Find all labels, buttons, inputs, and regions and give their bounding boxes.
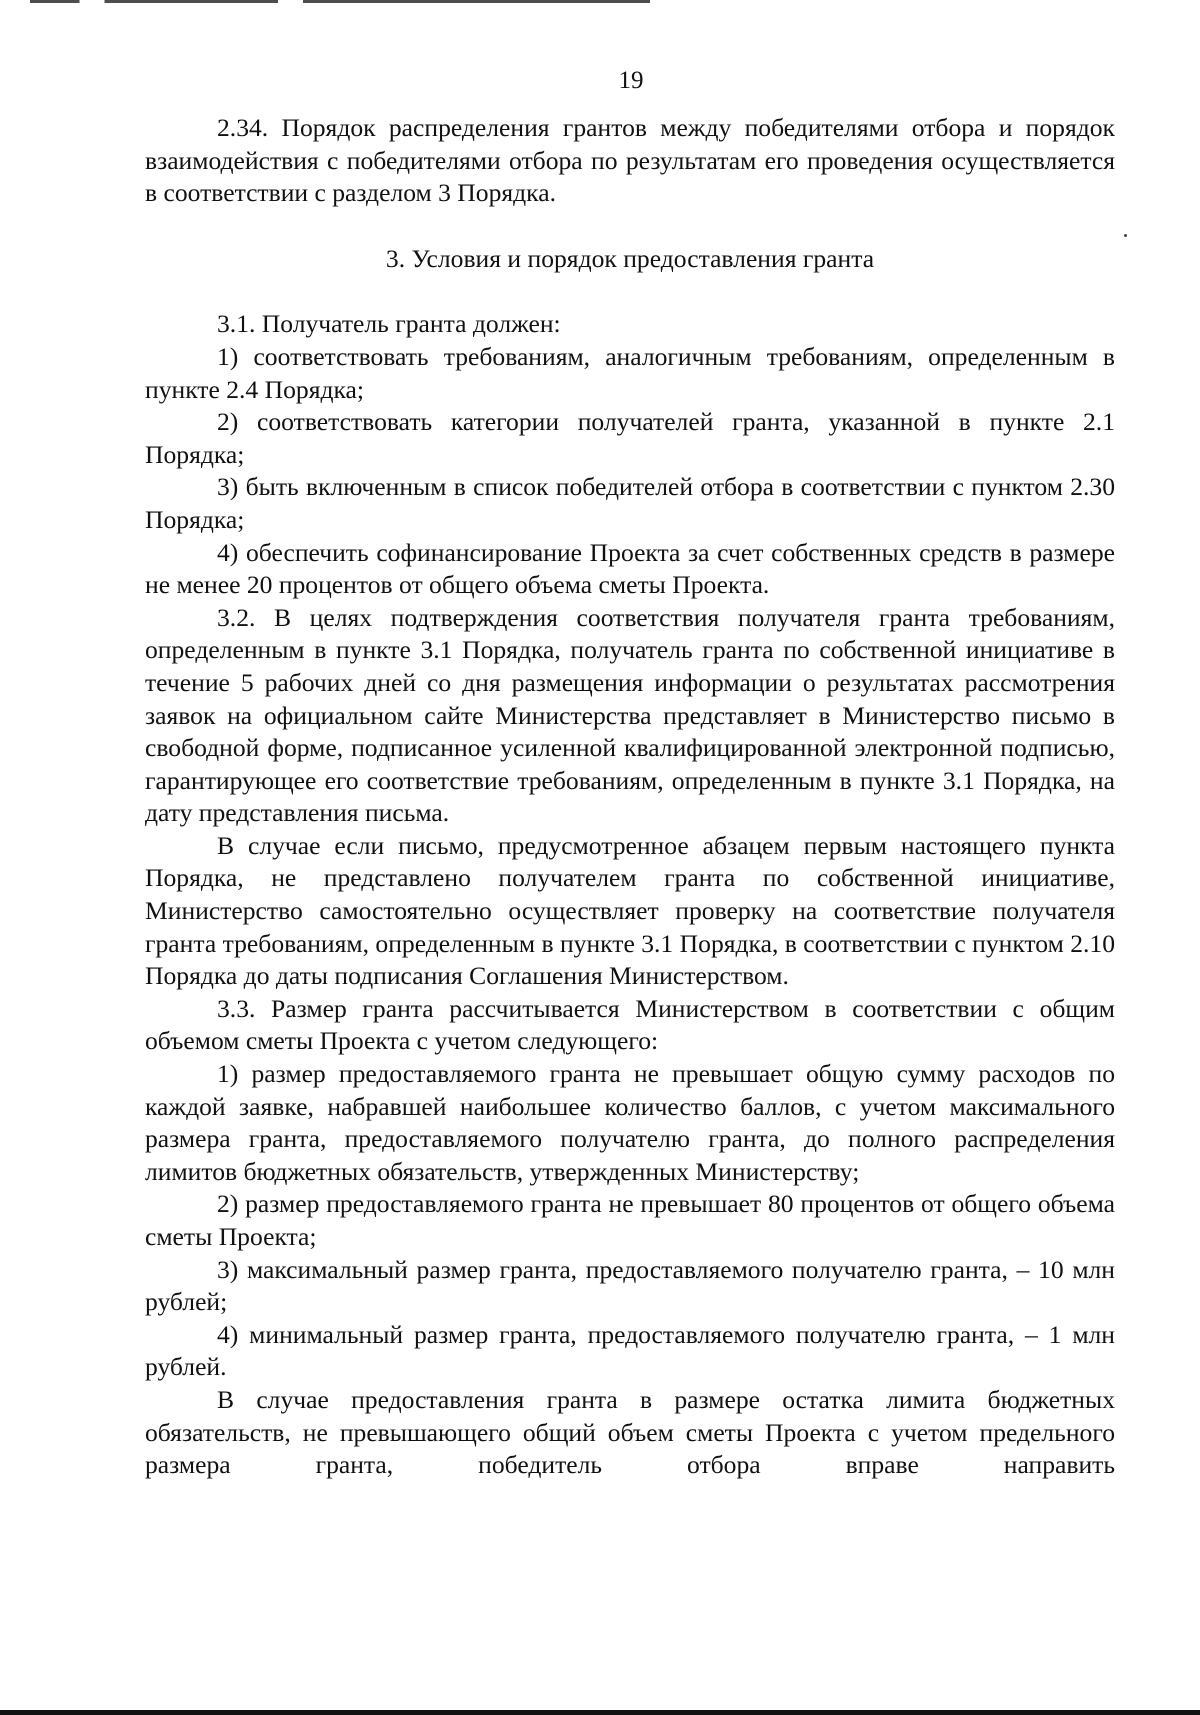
paragraph-3-3-remainder: В случае предоставления гранта в размере остатка лимита бюджетных обязательств, не превышающего общий объем сметы Проекта с учетом предельного размера гранта, победитель отбора вправе направить	[145, 1384, 1115, 1480]
list-item-3-1-2: 2) соответствовать категории получателей гранта, указанной в пункте 2.1 Порядка;	[145, 407, 1115, 469]
document-body	[145, 112, 1115, 1482]
list-item-3-3-3: 3) максимальный размер гранта, предоставляемого получателю гранта, – 10 млн рублей;	[145, 1254, 1115, 1317]
list-item-3-1-3: 3) быть включенным в список победителей отбора в соответствии с пунктом 2.30 Порядка;	[145, 472, 1115, 534]
list-item-3-1-1: 1) соответствовать требованиям, аналогичным требованиям, определенным в пункте 2.4 Порядка;	[145, 341, 1115, 404]
scan-edge-bottom	[0, 1710, 1200, 1715]
paragraph-2-34: 2.34. Порядок распределения грантов между победителями отбора и порядок взаимодействия с победителями отбора по результатам его проведения осуществляется в соответствии с разделом 3 Порядка.	[145, 113, 1115, 208]
paragraph-3-3: 3.3. Размер гранта рассчитывается Министерством в соответствии с общим объемом сметы Проекта с учетом следующего:	[145, 993, 1115, 1056]
section-heading: 3. Условия и порядок предоставления гранта	[385, 243, 875, 273]
list-item-3-3-1: 1) размер предоставляемого гранта не превышает общую сумму расходов по каждой заявке, набравшей наибольшее количество баллов, с учетом максимального размера гранта, предоставляемого получателю гранта, до полного распределения лимитов бюджетных обязательств, утвержденных Министерству;	[145, 1059, 1115, 1186]
list-item-3-1-4: 4) обеспечить софинансирование Проекта за счет собственных средств в размере не менее 20 процентов от общего объема сметы Проекта.	[145, 537, 1115, 600]
scan-speck	[1124, 234, 1127, 237]
paragraph-3-2: 3.2. В целях подтверждения соответствия получателя гранта требованиям, определенным в пункте 3.1 Порядка, получатель гранта по собственной инициативе в течение 5 рабочих дней со дня размещения информации о результатах рассмотрения заявок на официальном сайте Министерства представляет в Министерство письмо в свободной форме, подписанное усиленной квалифицированной электронной подписью, гарантирующее его соответствие требованиям, определенным в пункте 3.1 Порядка, на дату представления письма.	[145, 602, 1115, 828]
paragraph-3-2-second: В случае если письмо, предусмотренное абзацем первым настоящего пункта Порядка, не представлено получателем гранта по собственной инициативе, Министерство самостоятельно осуществляет проверку на соответствие получателя гранта требованиям, определенным в пункте 3.1 Порядка, в соответствии с пунктом 2.10 Порядка до даты подписания Соглашения Министерством.	[145, 830, 1115, 991]
list-item-3-3-4: 4) минимальный размер гранта, предоставляемого получателю гранта, – 1 млн рублей.	[145, 1319, 1115, 1382]
list-item-3-3-2: 2) размер предоставляемого гранта не превышает 80 процентов от общего объема сметы Проекта;	[145, 1189, 1115, 1251]
paragraph-3-1: 3.1. Получатель гранта должен:	[217, 309, 561, 339]
scan-edge-top	[30, 0, 650, 3]
page-number: 19	[618, 67, 644, 94]
